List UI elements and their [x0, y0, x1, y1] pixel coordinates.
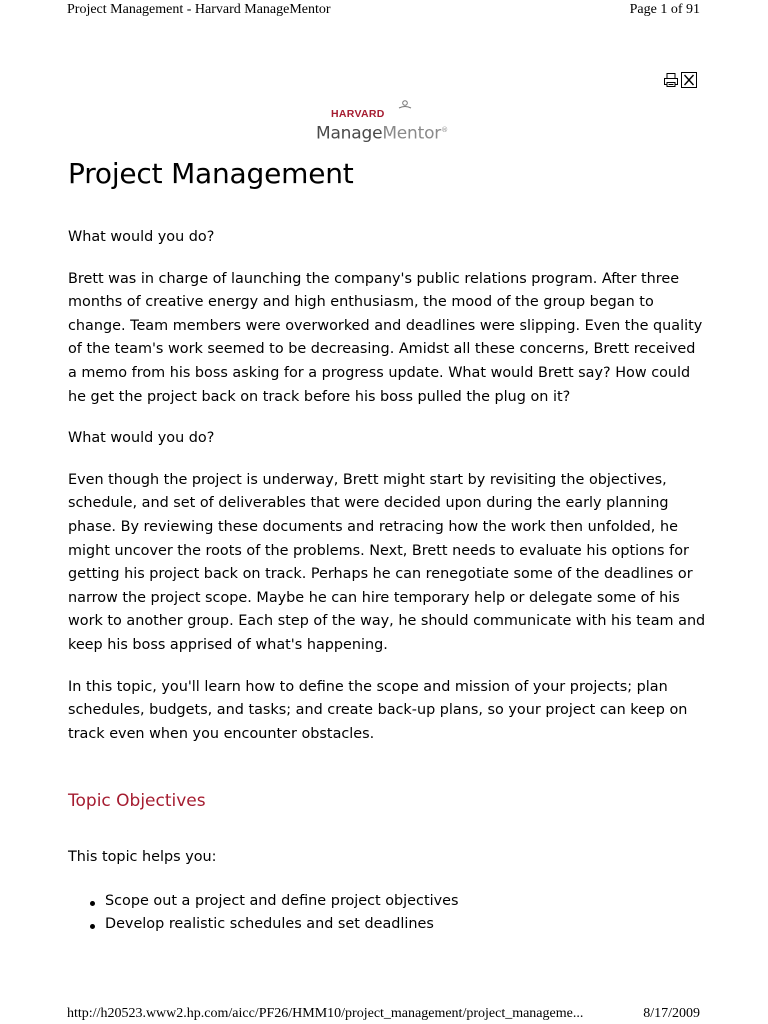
print-header-page-number: Page 1 of 91	[629, 2, 700, 17]
question-heading-1: What would you do?	[68, 229, 215, 245]
answer-paragraph: Even though the project is underway, Brett might start by revisiting the objectives, schedule, and set of deliverables that were decided upon during the early planning phase. By reviewing these documents and retracing how the work then unfolded, he might uncover the roots of the problems. Next, Brett needs to evaluate his options for getting his project back on track. Perhaps he can renegotiate some of the deadlines or narrow the project scope. Maybe he can hire temporary help or delegate some of his work to another group. Each step of the way, he should communicate with his team and keep his boss apprised of what's happening.	[68, 471, 706, 653]
print-footer	[67, 1006, 700, 1022]
logo-manage-text: Manage	[316, 123, 383, 144]
topic-objectives-heading: Topic Objectives	[68, 791, 206, 812]
print-footer-url: http://h20523.www2.hp.com/aicc/PF26/HMM10/project_management/project_manageme...	[67, 1006, 584, 1021]
scenario-paragraph: Brett was in charge of launching the company's public relations program. After three months of creative energy and high enthusiasm, the mood of the group began to change. Team members were overworked and deadlines were slipping. Even the quality of the team's work seemed to be decreasing. Amidst all these concerns, Brett received a memo from his boss asking for a progress update. What would Brett say? How could he get the project back on track before his boss pulled the plug on it?	[68, 270, 703, 405]
print-header-title: Project Management - Harvard ManageMentor	[67, 2, 331, 17]
toolbar	[663, 72, 697, 88]
close-icon[interactable]	[681, 72, 697, 88]
logo-figure-icon	[398, 100, 412, 112]
list-item: Develop realistic schedules and set deadlines	[90, 913, 708, 937]
print-header	[67, 2, 700, 18]
main-content	[68, 152, 708, 937]
topic-summary-paragraph: In this topic, you'll learn how to define the scope and mission of your projects; plan schedules, budgets, and tasks; and create back-up plans, so your project can keep on track even when you encounter obstacles.	[68, 678, 688, 742]
print-icon[interactable]	[663, 72, 679, 88]
objectives-intro: This topic helps you:	[68, 849, 217, 866]
objectives-list	[68, 890, 708, 937]
logo-managementor-text	[316, 119, 448, 145]
logo-registered-mark: ®	[441, 126, 448, 134]
print-footer-date: 8/17/2009	[643, 1006, 700, 1021]
page-title: Project Management	[68, 157, 354, 190]
logo-harvard-text: HARVARD	[331, 108, 385, 120]
list-item: Scope out a project and define project objectives	[90, 890, 708, 914]
harvard-managementor-logo	[316, 100, 456, 146]
question-heading-2: What would you do?	[68, 430, 215, 447]
logo-mentor-text: Mentor	[382, 123, 442, 144]
